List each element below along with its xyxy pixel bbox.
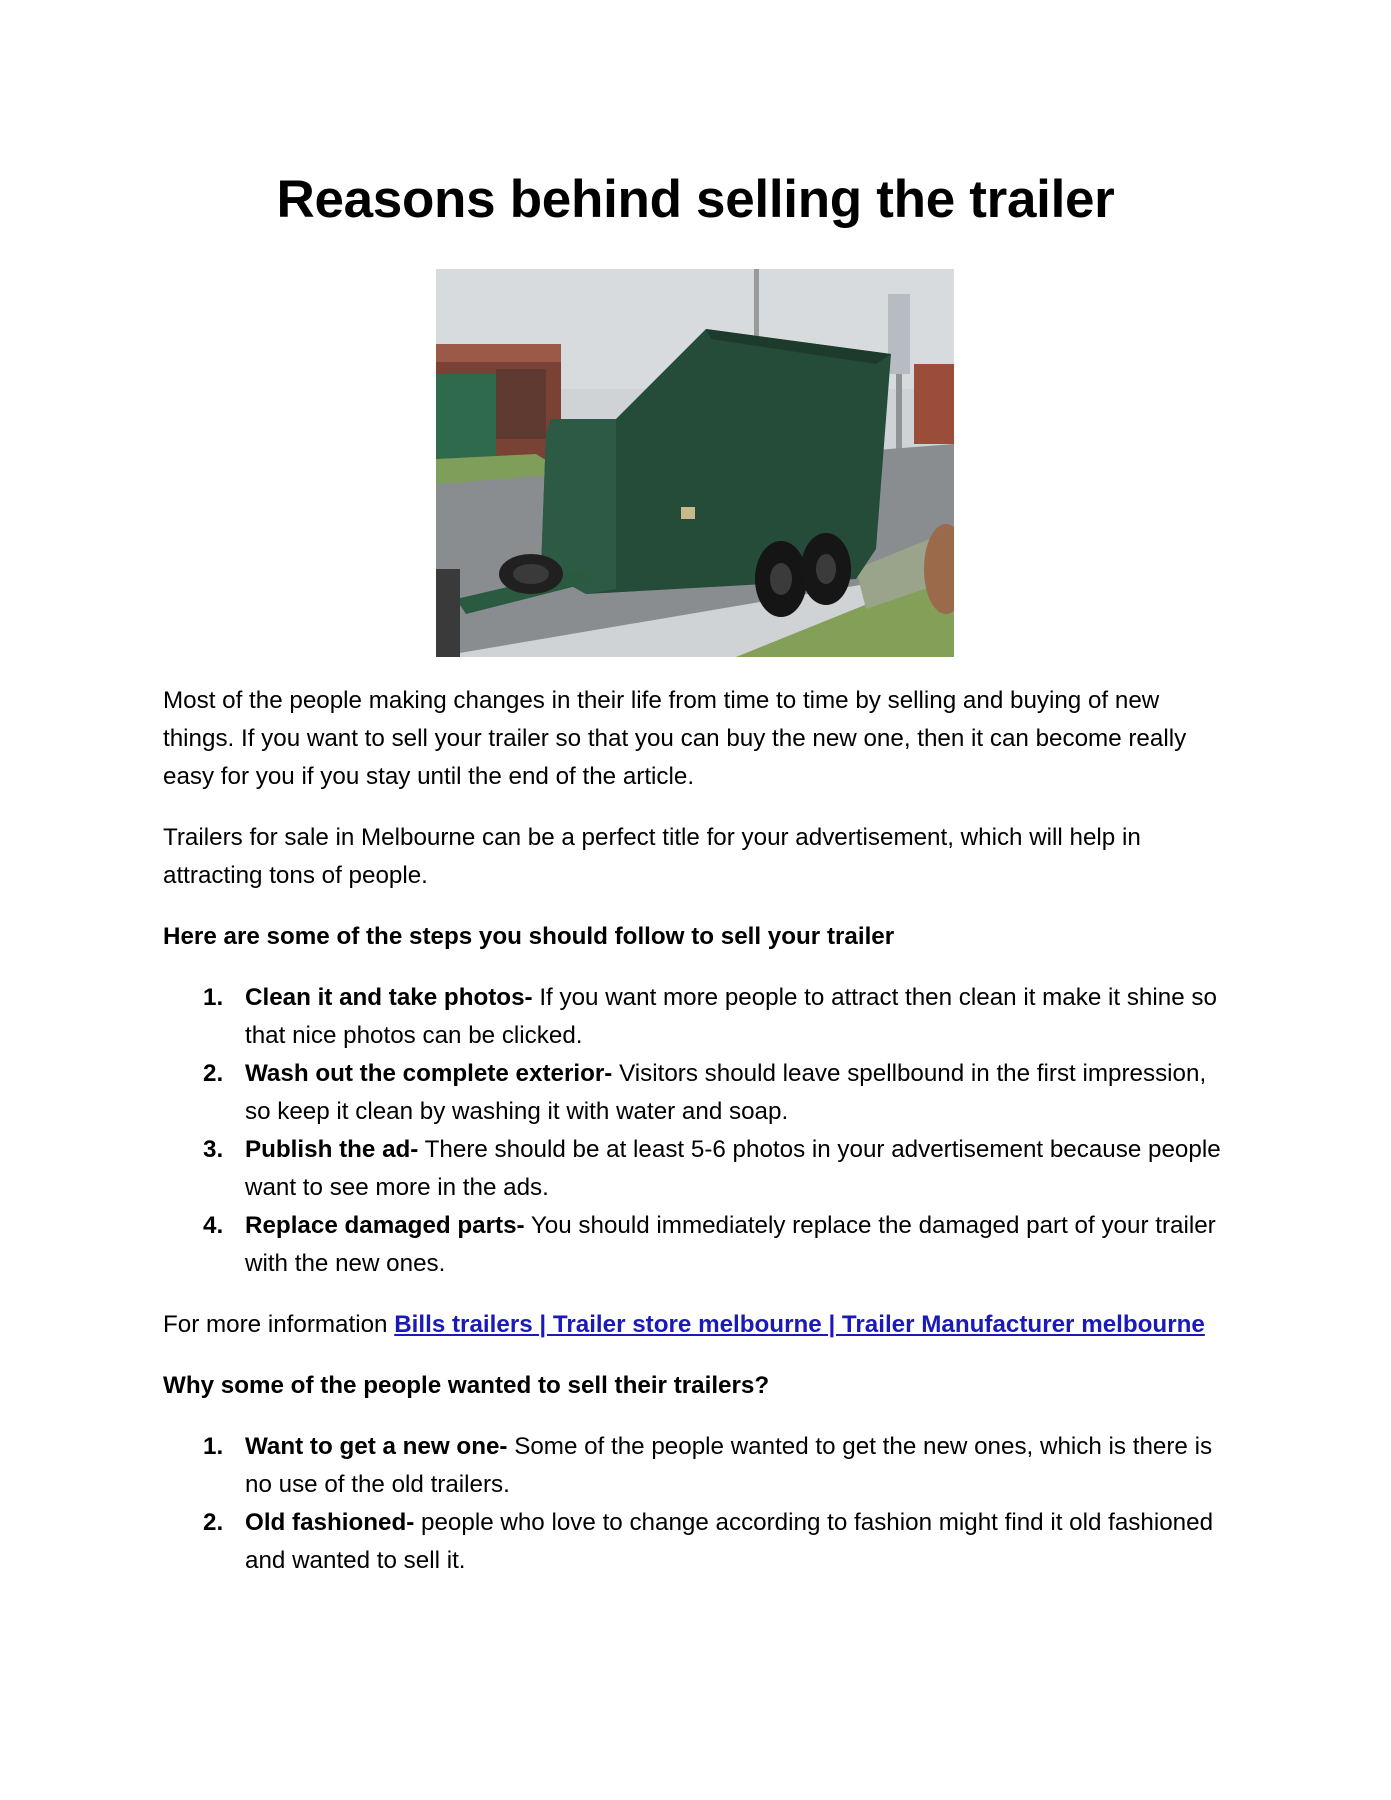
list-item	[163, 1131, 1223, 1207]
reasons-heading: Why some of the people wanted to sell their trailers?	[163, 1372, 770, 1399]
list-item-text: Some of the people wanted to get the new ones, which is there is no use of the old trailers.	[245, 1433, 1213, 1498]
list-number: 2.	[203, 1509, 224, 1536]
list-item	[163, 1428, 1223, 1504]
more-info-prefix: For more information	[163, 1311, 395, 1338]
list-item-text: If you want more people to attract then clean it make it shine so that nice photos can be clicked.	[245, 984, 1217, 1049]
list-item-text: Visitors should leave spellbound in the first impression, so keep it clean by washing it with water and soap.	[245, 1060, 1207, 1125]
list-item-lead: Old fashioned-	[245, 1509, 415, 1536]
list-number: 1.	[203, 1433, 224, 1460]
list-number: 2.	[203, 1060, 224, 1087]
list-item-lead: Want to get a new one-	[245, 1433, 508, 1460]
list-number: 1.	[203, 984, 224, 1011]
list-item-text: There should be at least 5-6 photos in your advertisement because people want to see more in the ads.	[245, 1136, 1221, 1201]
page-title: Reasons behind selling the trailer	[276, 170, 1115, 229]
steps-list	[163, 979, 1223, 1283]
list-number: 4.	[203, 1212, 224, 1239]
melbourne-paragraph: Trailers for sale in Melbourne can be a perfect title for your advertisement, which will help in attracting tons of people.	[163, 824, 1141, 889]
list-item-lead: Wash out the complete exterior-	[245, 1060, 613, 1087]
intro-paragraph: Most of the people making changes in their life from time to time by selling and buying of new things. If you want to sell your trailer so that you can buy the new one, then it can become really easy for you if you stay until the end of the article.	[163, 687, 1187, 790]
list-item	[163, 1055, 1223, 1131]
list-number: 3.	[203, 1136, 224, 1163]
list-item-lead: Publish the ad-	[245, 1136, 419, 1163]
list-item	[163, 979, 1223, 1055]
more-info-paragraph	[163, 1306, 1223, 1344]
list-item-text: people who love to change according to fashion might find it old fashioned and wanted to sell it.	[245, 1509, 1214, 1574]
list-item-lead: Clean it and take photos-	[245, 984, 533, 1011]
trailer-photo	[436, 269, 954, 657]
list-item	[163, 1207, 1223, 1283]
list-item	[163, 1504, 1223, 1580]
article-body	[163, 682, 1223, 1603]
steps-heading: Here are some of the steps you should follow to sell your trailer	[163, 923, 895, 950]
trailer-photo-icon	[436, 269, 954, 657]
list-item-text: You should immediately replace the damaged part of your trailer with the new ones.	[245, 1212, 1216, 1277]
list-item-lead: Replace damaged parts-	[245, 1212, 525, 1239]
reasons-list	[163, 1428, 1223, 1580]
bills-trailers-link[interactable]: Bills trailers | Trailer store melbourne | Trailer Manufacturer melbourne	[394, 1311, 1205, 1338]
